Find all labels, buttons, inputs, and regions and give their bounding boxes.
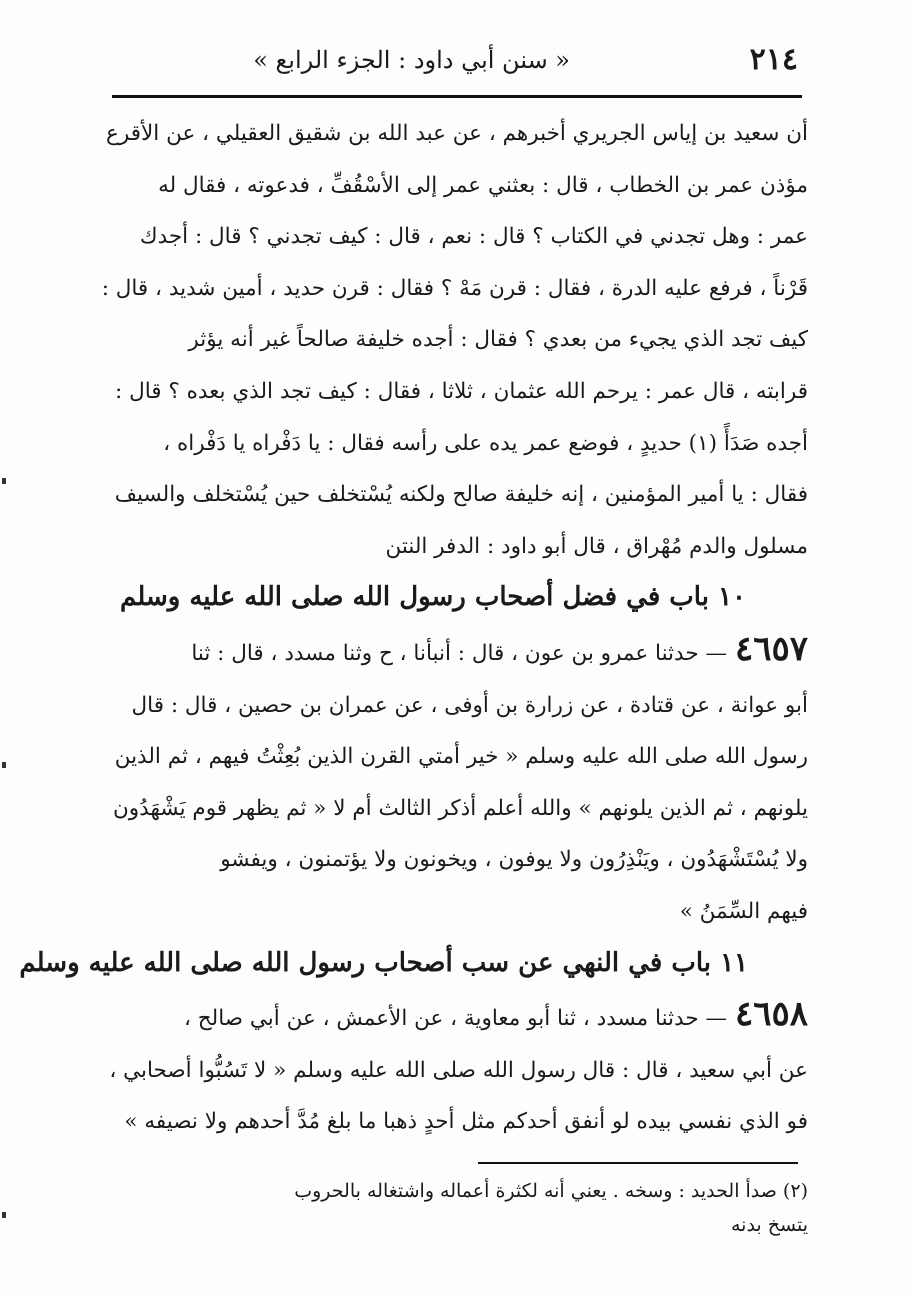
hadith-first-line xyxy=(118,989,808,1045)
text-line: قرابته ، قال عمر : يرحم الله عثمان ، ثلاثا ، فقال : كيف تجد الذي بعده ؟ قال : xyxy=(115,378,808,404)
text-line: فو الذي نفسي بيده لو أنفق أحدكم مثل أحدٍ ذهبا ما بلغ مُدَّ أحدهم ولا نصيفه » xyxy=(124,1109,808,1135)
chapter-title: باب في النهي عن سب أصحاب رسول الله صلى الله عليه وسلم xyxy=(19,947,711,978)
text-line: عن أبي سعيد ، قال : قال رسول الله صلى الله عليه وسلم « لا تَسُبُّوا أصحابي ، xyxy=(109,1057,808,1083)
margin-mark xyxy=(2,1212,6,1218)
text-line: مسلول والدم مُهْراق ، قال أبو داود : الدفر النتن xyxy=(385,533,808,559)
footnote xyxy=(118,1174,808,1242)
text-line: فيهم السِّمَنُ » xyxy=(679,898,808,924)
header-rule xyxy=(112,95,802,98)
margin-mark xyxy=(2,478,6,484)
text-line: أجده صَدَأً (١) حديدٍ ، فوضع عمر يده على رأسه فقال : يا دَفْراه يا دَفْراه ، xyxy=(163,430,808,456)
text-line: قَرْناً ، فرفع عليه الدرة ، فقال : قرن مَهْ ؟ فقال : قرن حديد ، أمين شديد ، قال : xyxy=(101,275,808,301)
chapter-number: ١١ xyxy=(720,947,748,978)
page-number: ٢١٤ xyxy=(749,42,798,77)
margin-mark xyxy=(2,762,6,768)
hadith-number: ٤٦٥٧ xyxy=(734,628,808,669)
text-line: كيف تجد الذي يجيء من بعدي ؟ فقال : أجده خليفة صالحاً غير أنه يؤثر xyxy=(188,327,808,353)
footnote-line: (٢) صدأ الحديد : وسخه . يعني أنه لكثرة أعماله واشتغاله بالحروب xyxy=(294,1180,808,1202)
chapter-number: ١٠ xyxy=(718,582,746,613)
text-line: أن سعيد بن إياس الجريري أخبرهم ، عن عبد الله بن شقيق العقيلي ، عن الأقرع xyxy=(106,121,808,146)
footnote-line: يتسخ بدنه xyxy=(730,1214,808,1236)
main-text xyxy=(19,108,808,1148)
hadith-number: ٤٦٥٨ xyxy=(734,994,808,1035)
page-header xyxy=(110,42,800,88)
text-line: ولا يُسْتَشْهَدُون ، ويَنْذِرُون ولا يوفون ، ويخونون ولا يؤتمنون ، ويفشو xyxy=(220,847,808,873)
isnad-text: — حدثنا عمرو بن عون ، قال : أنبأنا ، ح وثنا مسدد ، قال : ثنا xyxy=(191,640,727,666)
text-line: عمر : وهل تجدني في الكتاب ؟ قال : نعم ، قال : كيف تجدني ؟ قال : أجدك xyxy=(139,224,808,250)
chapter-title: باب في فضل أصحاب رسول الله صلى الله عليه وسلم xyxy=(120,582,709,613)
chapter-heading xyxy=(19,938,808,990)
text-line: فقال : يا أمير المؤمنين ، إنه خليفة صالح ولكنه يُسْتخلف حين يُسْتخلف والسيف xyxy=(114,482,808,508)
text-line: يلونهم ، ثم الذين يلونهم » والله أعلم أذكر الثالث أم لا « ثم يظهر قوم يَشْهَدُون xyxy=(113,795,808,821)
text-line: أبو عوانة ، عن قتادة ، عن زرارة بن أوفى ، عن عمران بن حصين ، قال : قال xyxy=(131,692,808,718)
hadith-first-line xyxy=(118,624,808,680)
chapter-heading xyxy=(118,572,808,624)
text-line: مؤذن عمر بن الخطاب ، قال : بعثني عمر إلى الأسْقُفِّ ، فدعوته ، فقال له xyxy=(158,172,808,198)
running-title: « سنن أبي داود : الجزء الرابع » xyxy=(253,46,570,74)
footnote-rule xyxy=(478,1162,798,1164)
isnad-text: — حدثنا مسدد ، ثنا أبو معاوية ، عن الأعمش ، عن أبي صالح ، xyxy=(184,1006,727,1032)
text-line: رسول الله صلى الله عليه وسلم « خير أمتي القرن الذين بُعِثْتُ فيهم ، ثم الذين xyxy=(114,744,808,770)
